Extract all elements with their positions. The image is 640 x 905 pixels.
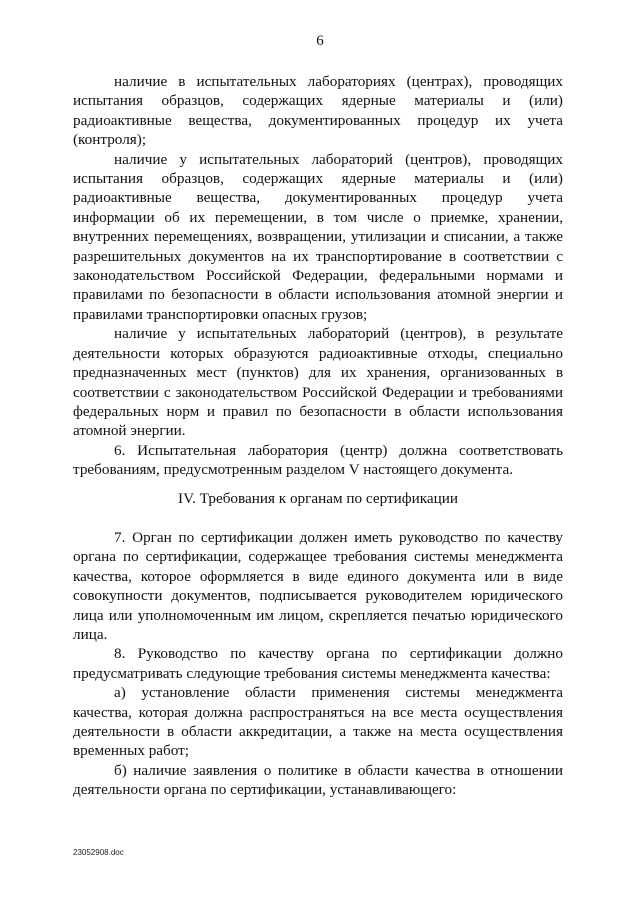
paragraph-subitem-b: б) наличие заявления о политике в области качества в отношении деятельности органа по сертификации, устанавливающего:: [73, 761, 563, 799]
paragraph-radioactive-waste-storage: наличие у испытательных лабораторий (центров), в результате деятельности которых образуются радиоактивные отходы, специально предназначенных мест (пунктов) для их хранения, организованных в соответствии с законодательством Российской Федерации и требованиями федеральных норм и правил по безопасности в области использования атомной энергии.: [73, 325, 563, 440]
document-body: [73, 72, 563, 800]
section-heading-iv: IV. Требования к органам по сертификации: [178, 489, 458, 507]
paragraph-subitem-a: а) установление области применения системы менеджмента качества, которая должна распространяться на все места осуществления деятельности в области аккредитации, а также на места осуществления временных работ;: [73, 684, 563, 760]
paragraph-item-8: 8. Руководство по качеству органа по сертификации должно предусматривать следующие требования системы менеджмента качества:: [73, 645, 563, 682]
paragraph-nuclear-materials-records: наличие в испытательных лабораториях (центрах), проводящих испытания образцов, содержащих ядерные материалы и (или) радиоактивные вещества, документированных процедур их учета (контроля);: [73, 73, 563, 149]
paragraph-nuclear-materials-movement: наличие у испытательных лабораторий (центров), проводящих испытания образцов, содержащих ядерные материалы и (или) радиоактивные вещества, документированных процедур учета информации об их перемещении, в том числе о приемке, хранении, внутренних перемещениях, возвращении, утилизации и списании, а также разрешительных документов на их транспортирование в соответствии с законодательством Российской Федерации, федеральными нормами и правилами по безопасности в области использования атомной энергии и правилами транспортировки опасных грузов;: [73, 150, 563, 323]
paragraph-item-7: 7. Орган по сертификации должен иметь руководство по качеству органа по сертификации, содержащее требования системы менеджмента качества, которое оформляется в виде единого документа или в виде совокупности документов, подписывается руководителем юридического лица или уполномоченным им лицом, скрепляется печатью юридического лица.: [73, 528, 563, 643]
document-file-code: 23052908.doc: [73, 848, 124, 857]
paragraph-item-6: 6. Испытательная лаборатория (центр) должна соответствовать требованиям, предусмотренным разделом V настоящего документа.: [73, 441, 563, 479]
page-number: 6: [316, 33, 324, 49]
